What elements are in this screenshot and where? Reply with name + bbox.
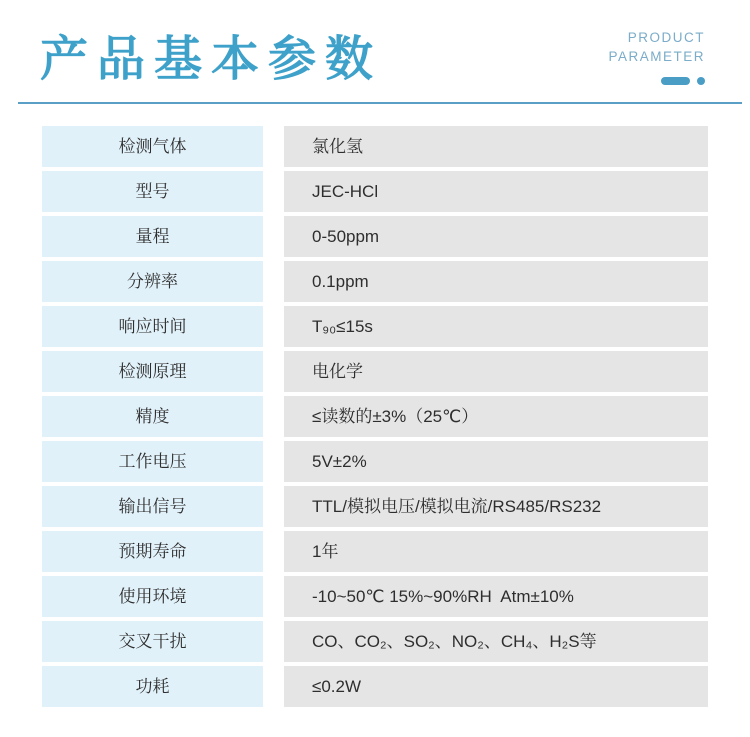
table-row-output-signal [42, 486, 708, 527]
table-row-accuracy [42, 396, 708, 437]
spec-label: 预期寿命 [42, 531, 263, 572]
spec-label: 使用环境 [42, 576, 263, 617]
spec-label: 响应时间 [42, 306, 263, 347]
table-row-cross-interference [42, 621, 708, 662]
spec-value: 电化学 [284, 351, 708, 392]
spec-value: -10~50℃ 15%~90%RH Atm±10% [284, 576, 708, 617]
dash-icon [661, 77, 690, 85]
table-row-power-consumption [42, 666, 708, 707]
spec-value: 1年 [284, 531, 708, 572]
table-row-expected-lifespan [42, 531, 708, 572]
spec-value: 0-50ppm [284, 216, 708, 257]
spec-label: 输出信号 [42, 486, 263, 527]
spec-label: 工作电压 [42, 441, 263, 482]
spec-label: 检测气体 [42, 126, 263, 167]
table-row-resolution [42, 261, 708, 302]
page-title: 产品基本参数 [40, 33, 383, 86]
header-divider [18, 102, 742, 104]
table-row-detection-gas [42, 126, 708, 167]
table-row-working-voltage [42, 441, 708, 482]
table-row-model [42, 171, 708, 212]
spec-table [42, 126, 708, 711]
spec-value: 5V±2% [284, 441, 708, 482]
spec-label: 分辨率 [42, 261, 263, 302]
spec-value: JEC-HCl [284, 171, 708, 212]
subtitle-english [608, 28, 705, 66]
spec-label: 量程 [42, 216, 263, 257]
spec-value: CO、CO₂、SO₂、NO₂、CH₄、H₂S等 [284, 621, 708, 662]
table-row-operating-environment [42, 576, 708, 617]
header-decoration [661, 77, 705, 85]
spec-label: 功耗 [42, 666, 263, 707]
spec-value: TTL/模拟电压/模拟电流/RS485/RS232 [284, 486, 708, 527]
spec-value: ≤0.2W [284, 666, 708, 707]
table-row-response-time [42, 306, 708, 347]
table-row-detection-principle [42, 351, 708, 392]
subtitle-line2: PARAMETER [608, 49, 705, 64]
table-row-range [42, 216, 708, 257]
spec-label: 精度 [42, 396, 263, 437]
dot-icon [697, 77, 705, 85]
spec-value: 氯化氢 [284, 126, 708, 167]
spec-value: T₉₀≤15s [284, 306, 708, 347]
subtitle-line1: PRODUCT [627, 30, 705, 45]
spec-label: 型号 [42, 171, 263, 212]
spec-label: 检测原理 [42, 351, 263, 392]
spec-label: 交叉干扰 [42, 621, 263, 662]
spec-value: 0.1ppm [284, 261, 708, 302]
spec-value: ≤读数的±3%（25℃） [284, 396, 708, 437]
